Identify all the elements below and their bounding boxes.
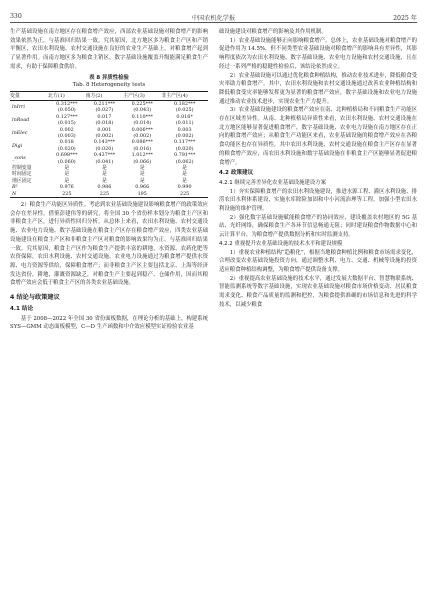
coefficient: 0.437***: [93, 152, 116, 159]
table-cell: [86, 114, 124, 127]
standard-error: (0.060): [57, 158, 76, 165]
coefficient: 是: [101, 177, 107, 184]
coefficient: 0.117***: [173, 139, 196, 146]
coefficient: 0.086***: [131, 139, 153, 146]
standard-error: (0.003): [57, 132, 76, 139]
subsection-heading: 4.2 政策建议: [219, 170, 254, 177]
coefficient: 0.016*: [176, 113, 193, 120]
coefficient: 是: [139, 177, 145, 184]
paragraph: 1）重视农业种植结构“趋粮化”，根据当地粮食种植比例和粮食市场需求变化，合理改变农业基础设施投资方向，通过调整水利、电力、交通、机械等设施的投资适应粮食种植结构调整，为粮食增产提供设备支撑。: [219, 249, 417, 273]
table-cell: [48, 191, 86, 198]
standard-error: (0.027): [95, 107, 114, 114]
coefficient: 0.791***: [173, 152, 196, 159]
coefficient: 0.211***: [93, 100, 116, 107]
table-caption-en: Tab. 8 Heterogeneity tests: [72, 81, 146, 88]
coefficient: 0.225***: [131, 100, 153, 107]
table-row: [10, 100, 208, 113]
paragraph: 1）农业基础设施能够正向影响粮食增产。总体上，农业基础设施对粮食增产的促进作用为 14.5%，但不同类型农业基础设施对粮食增产的影响具有差异性，其影响程度依次为农田水利设施、数字基础设施、农业电力设施和农村交通设施，且在经过一系列严格的稳健性检验后，该结论依然成立。: [219, 37, 417, 70]
left-column: [10, 28, 208, 332]
table-caption-cn: 表 8 异质性检验: [89, 74, 129, 81]
table-cell: [123, 114, 161, 127]
coefficient: 0.002: [59, 126, 74, 133]
coefficient: 是: [101, 164, 107, 171]
coefficient: 是: [182, 164, 188, 171]
coefficient: 225: [62, 190, 72, 197]
row-label: Digi: [12, 142, 23, 149]
row-label: lnRoad: [12, 116, 30, 123]
coefficient: 0.127***: [56, 113, 78, 120]
standard-error: (0.016): [133, 145, 152, 152]
coefficient: 是: [64, 164, 70, 171]
column-header: 变量: [10, 91, 48, 100]
page-header: [10, 10, 417, 23]
coefficient: 225: [179, 190, 190, 197]
coefficient: 是: [64, 171, 70, 178]
table-cell: [86, 152, 124, 165]
coefficient: 是: [139, 171, 145, 178]
coefficient: 是: [64, 177, 70, 184]
standard-error: (0.002): [133, 132, 152, 139]
table-cell: [48, 114, 86, 127]
section-heading: 4 结论与政策建议: [10, 294, 60, 302]
coefficient: 0.990: [177, 184, 192, 191]
table-cell: [161, 152, 208, 165]
standard-error: (0.014): [133, 120, 152, 127]
row-label: lnIrri: [12, 104, 25, 111]
table-cell: [123, 127, 161, 140]
coefficient: 0.110***: [131, 113, 153, 120]
column-header: 主产区(3): [123, 91, 161, 100]
standard-error: (0.011): [175, 120, 194, 127]
coefficient: 是: [182, 171, 188, 178]
table-caption: [10, 75, 208, 89]
coefficient: 225: [99, 190, 110, 197]
coefficient: 195: [137, 190, 147, 197]
standard-error: (0.020): [95, 145, 114, 152]
row-label: lnElec: [12, 129, 28, 136]
paragraph: 1）夯实保障粮食增产的农田水利设施建设，推进水源工程、灌区水利设施、排涝农田水利体系建设，实施水库除险加固和中小河流治理等工程，加强小型农田水利设施的维护管理。: [219, 188, 417, 213]
table-row: [10, 139, 208, 152]
paragraph: 2）粮食生产功能区异质性。考虑到农业基础设施建设影响粮食增产的政策效应会存在差异性。借鉴彭建伟等的研究，将全国 30 个省份样本划分为粮食主产区和非粮食主产区，进行异质性回归分析。从总体上来看，农田水利设施、农村交通设施、农业电力设施、数字基础设施在粮食主产区存在粮食增产效应，四类农业基础设施建设在粮食主产区和非粮食主产区对粮食的影响效果均为正，与基准回归结果一致。究其原因，粮食主产区作为粮食生产提供丰富的耕地、水资源、农药化肥等农资保障，农田水利设施、农村交通设施、农业电力设施通过为粮食增产提供水资源、电力资源等供给，保障粮食增产；而非粮食主产区主要包括北京、上海等经济发达省份，耕地、灌溉资源缺乏，对粮食生产主要起到稳产、仓储作用，因而其粮食增产效应会低于粮食主产区的各类农业基础设施。: [10, 202, 208, 287]
table-row: [10, 127, 208, 140]
table-body: [10, 100, 208, 197]
subsection-heading: 4.1 结论: [10, 306, 34, 313]
standard-error: (0.002): [95, 132, 114, 139]
standard-error: (0.043): [133, 107, 152, 114]
coefficient: 是: [182, 177, 188, 184]
sub-subsection-heading: 4.2.1 继续完善差异化农业基础设施建设方案: [219, 179, 327, 186]
column-header: 南方(2): [86, 91, 124, 100]
column-header: 北方(1): [48, 91, 86, 100]
standard-error: (0.018): [95, 120, 114, 127]
table-cell: [48, 139, 86, 152]
table-cell: [48, 152, 86, 165]
row-label: R²: [12, 184, 18, 191]
table-cell: [123, 139, 161, 152]
page-number: 330: [10, 13, 22, 20]
row-label: 地区固定: [12, 177, 32, 184]
table-cell: [123, 152, 161, 165]
table-row: [10, 191, 208, 198]
table-cell: [48, 100, 86, 113]
coefficient: 1.012***: [131, 152, 153, 159]
table-header-row: [10, 91, 208, 100]
standard-error: (0.020): [175, 145, 194, 152]
standard-error: (0.041): [95, 158, 114, 165]
table-cell: [86, 100, 124, 113]
coefficient: 0.182***: [173, 100, 196, 107]
paragraph: 2）重视提高农业基础设施的技术水平，通过发展大数据平台、智慧物联系统、智能监测系统等数字基础设施，实现农业基础设施对粮食市场价格变动、居民粮食需求变化、粮食产品质量的监测和把控，为粮食提供准确的市场信息和先进的科学技术，以减少粮食: [219, 275, 417, 308]
paragraph: 2）强化数字基础设施赋能粮食增产的协同效应，建设覆盖农村地区的 5G 基站、光纤网络，确保粮食生产各环节信息畅通无阻；同时建设粮食作物数据中心和云计算平台，为粮食增产提供数据分析和实时监测支持。: [219, 214, 417, 239]
paragraph: 3）农业基础设施建设的粮食增产效应在南、北种植格局和不同粮食生产功能区存在区域差异性。从南、北种植格局异质性来看，农田水利设施、农村交通设施在北方地区能够显著促进粮食增产，数字基础设施、农业电力设施在南方地区存在正向的粮食增产效应；从粮食生产功能区来看，农业基础设施的粮食增产效应在各粮食功能区也存在异质性，其中农田水利设施、农村交通设施在粮食主产区存在显著的粮食增产效应，而农田水利设施和数字基础设施在非粮食主产区能够显著促进粮食增产。: [219, 107, 417, 166]
table-cell: [161, 100, 208, 113]
standard-error: (0.025): [175, 107, 194, 114]
row-label: 时间固定: [12, 171, 32, 178]
journal-name: 中国农机化学报: [191, 15, 236, 22]
row-label: N: [10, 191, 48, 198]
table-cell: [161, 139, 208, 152]
coefficient: 0.017: [97, 113, 112, 120]
standard-error: (0.062): [175, 158, 194, 165]
row-label: _cons: [12, 155, 26, 162]
coefficient: 是: [139, 164, 145, 171]
coefficient: 0.986: [97, 184, 112, 191]
table-cell: [123, 100, 161, 113]
table-cell: [161, 114, 208, 127]
paragraph: 生产基础设施在南方地区存在粮食增产效应，西部农业基础设施对粮食增产的影响效果依然为正，与基准回归结果一致。究其原因，北方地区多为粮食主产区和产销平衡区，农田水利设施、农村交通设施在良好的农业生产基础上，对粮食增产起到了显著作用。而南方地区多为粮食主销区，数字基础设施覆盖升级能满足粮食生产需求，有助于保障粮食供给。: [10, 29, 208, 70]
coefficient: 0.001: [97, 126, 112, 133]
coefficient: 0.976: [59, 184, 74, 191]
coefficient: 0.143***: [93, 139, 116, 146]
row-label: 控制变量: [12, 164, 32, 171]
coefficient: 0.003: [177, 126, 192, 133]
table-row: [10, 114, 208, 127]
table-cell: [123, 191, 161, 198]
coefficient: 0.006***: [131, 126, 153, 133]
column-header: 非主产区(4): [161, 91, 208, 100]
standard-error: (0.066): [133, 158, 152, 165]
journal-year: 2025 年: [393, 15, 417, 22]
right-column: [219, 28, 417, 310]
standard-error: (0.002): [175, 132, 194, 139]
table-cell: [86, 139, 124, 152]
table-row: [10, 152, 208, 165]
coefficient: 0.312***: [56, 100, 78, 107]
paragraph: 础设施建设对粮食增产的影响及其作用机制。: [219, 29, 327, 35]
table-cell: [161, 127, 208, 140]
table-cell: [86, 191, 124, 198]
paragraph: 基于 2008—2022 年全国 30 省份面板数据，在理论分析的基础上，构建系统 SYS—GMM 动态面板模型，C—D 生产函数和中介效应模型实证检验农业基: [10, 315, 208, 331]
coefficient: 是: [101, 171, 107, 178]
standard-error: (0.050): [57, 107, 76, 114]
table-cell: [161, 191, 208, 198]
coefficient: 0.018: [59, 139, 74, 146]
coefficient: 0.698***: [56, 152, 78, 159]
standard-error: (0.020): [57, 145, 76, 152]
sub-subsection-heading: 4.2.2 重视提升农业基础设施的技术水平和建设规模: [219, 240, 343, 247]
standard-error: (0.015): [57, 120, 76, 127]
table-cell: [48, 127, 86, 140]
coefficient: 0.966: [135, 184, 150, 191]
table-cell: [86, 127, 124, 140]
heterogeneity-table: [10, 91, 208, 199]
paragraph: 2）农业基础设施可以通过优化粮食种植结构，推动农业技术进步，降低粮食受灾率助力粮食增产。其中，农田水利设施和农村交通设施通过改善农业种植结构和降低粮食受灾率能够发挥更为显著的粮食增产效应，数字基础设施和农业电力设施通过推动农业技术进步，实现农业生产力提升。: [219, 72, 417, 105]
